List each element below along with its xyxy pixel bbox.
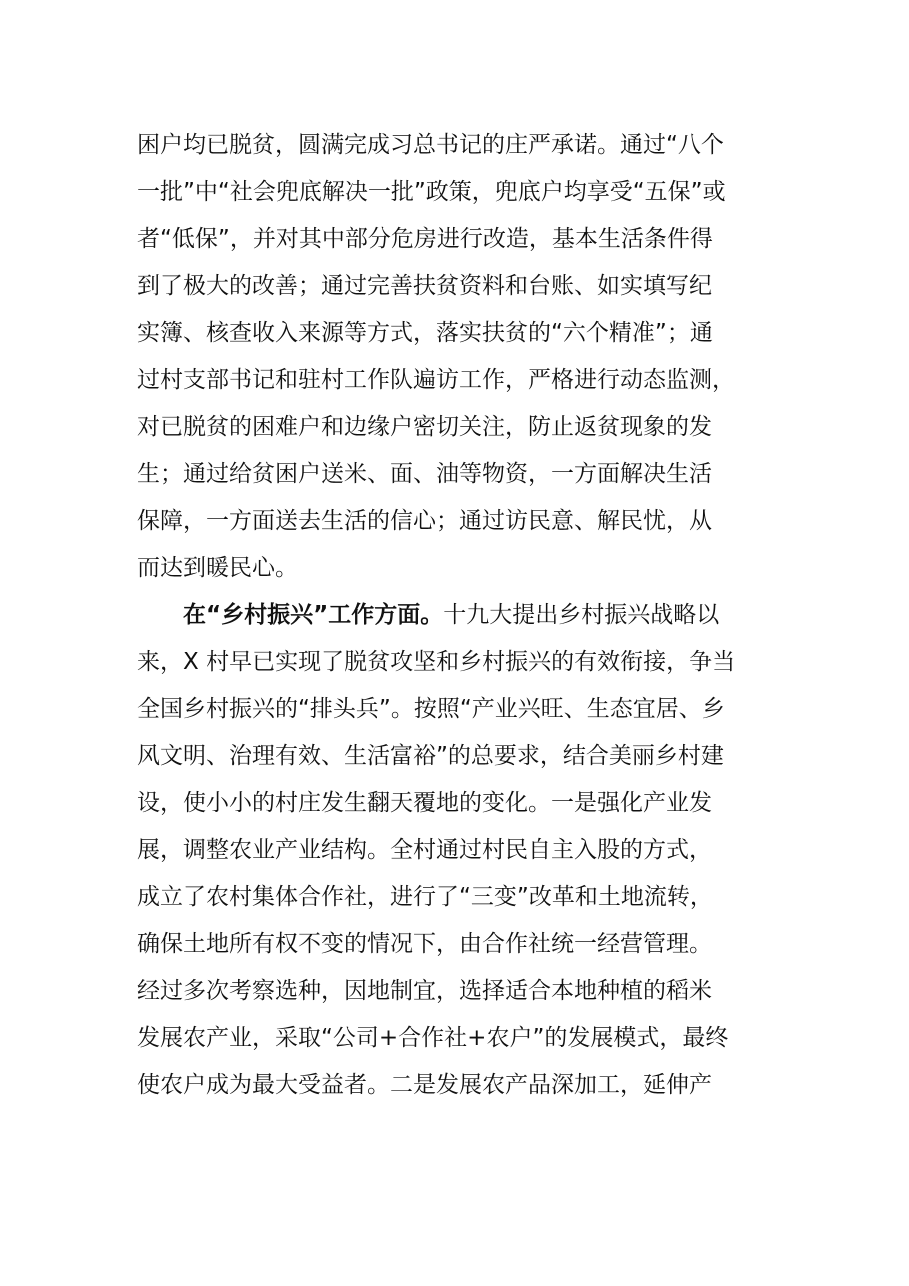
paragraph-line: 展，调整农业产业结构。全村通过村民自主入股的方式，	[137, 837, 712, 863]
paragraph-line: 一批”中“社会兜底解决一批”政策，兜底户均享受“五保”或	[137, 179, 726, 205]
paragraph-line: 而达到暖民心。	[137, 555, 298, 581]
paragraph-line: 来，X 村早已实现了脱贫攻坚和乡村振兴的有效衔接，争当	[137, 649, 736, 675]
paragraph-line: 确保土地所有权不变的情况下，由合作社统一经营管理。	[137, 931, 712, 957]
paragraph-line: 经过多次考察选种，因地制宜，选择适合本地种植的稻米	[137, 978, 712, 1004]
paragraph-line: 者“低保”，并对其中部分危房进行改造，基本生活条件得	[137, 226, 713, 252]
paragraph-text: 十九大提出乡村振兴战略以	[443, 602, 720, 628]
paragraph-line: 困户均已脱贫，圆满完成习总书记的庄严承诺。通过“八个	[137, 132, 724, 158]
paragraph-line: 成立了农村集体合作社，进行了“三变”改革和土地流转，	[137, 884, 713, 910]
section-heading: 在“乡村振兴”工作方面。	[183, 602, 444, 628]
paragraph-line: 过村支部书记和驻村工作队遍访工作，严格进行动态监测，	[137, 367, 735, 393]
paragraph-line: 到了极大的改善；通过完善扶贫资料和台账、如实填写纪	[137, 273, 712, 299]
paragraph-line: 实簿、核查收入来源等方式，落实扶贫的“六个精准”；通	[137, 320, 713, 346]
paragraph-line: 使农户成为最大受益者。二是发展农产品深加工，延伸产	[137, 1072, 712, 1098]
paragraph-first-line	[137, 592, 777, 639]
paragraph-line: 全国乡村振兴的“排头兵”。按照“产业兴旺、生态宜居、乡	[137, 696, 725, 722]
paragraph-line: 生；通过给贫困户送米、面、油等物资，一方面解决生活	[137, 461, 712, 487]
paragraph-line: 保障，一方面送去生活的信心；通过访民意、解民忧，从	[137, 508, 712, 534]
body-text	[137, 122, 777, 1109]
paragraph-line: 风文明、治理有效、生活富裕”的总要求，结合美丽乡村建	[137, 743, 724, 769]
paragraph-line: 发展农产业，采取“公司+合作社+农户”的发展模式，最终	[137, 1025, 729, 1051]
paragraph-line: 对已脱贫的困难户和边缘户密切关注，防止返贫现象的发	[137, 414, 712, 440]
paragraph-line: 设，使小小的村庄发生翻天覆地的变化。一是强化产业发	[137, 790, 712, 816]
